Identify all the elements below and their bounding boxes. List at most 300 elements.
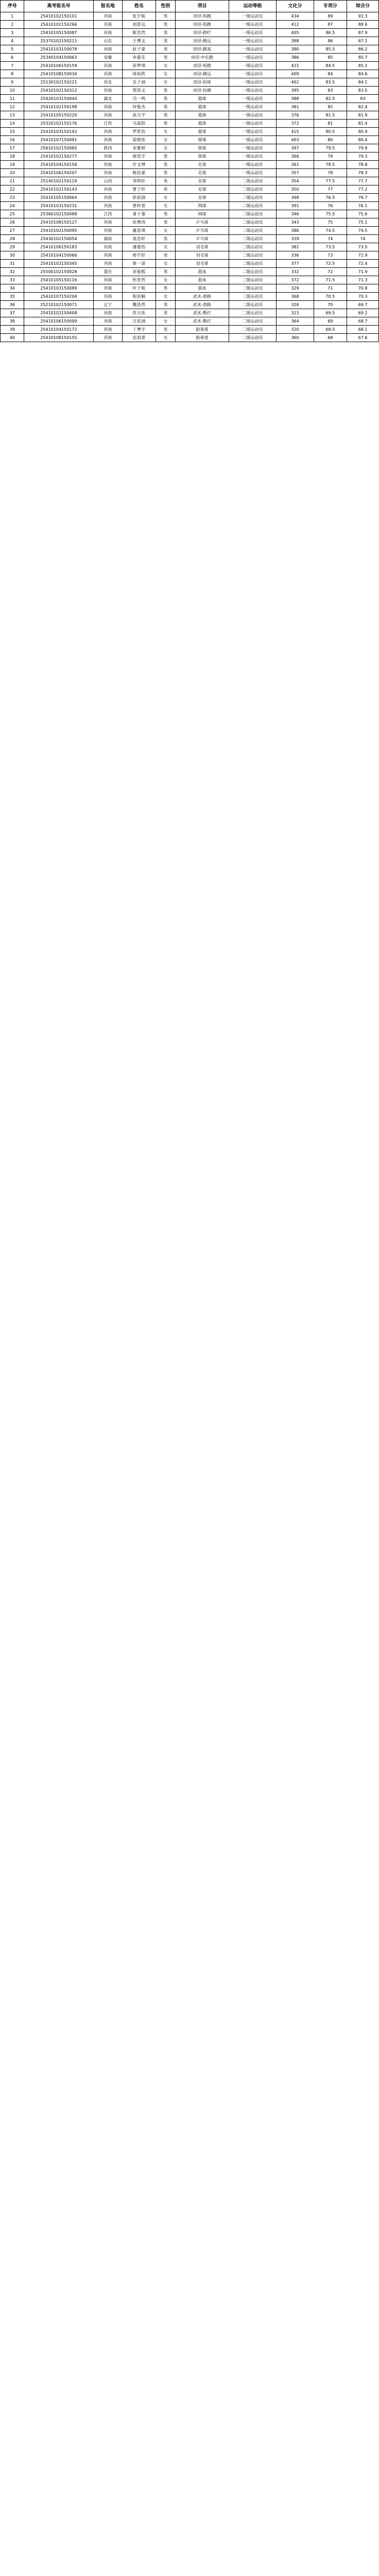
special-score-cell: 83 [314,87,347,95]
special-score-cell: 84 [314,70,347,78]
event-cell: 跆拳道 [176,326,229,334]
level-cell: 一级运动员 [229,87,277,95]
gender-cell: 男 [156,37,176,45]
event-cell: 田径-短跑 [176,12,229,21]
event-cell: 田径-跨栏 [176,29,229,37]
total-score-cell: 72.4 [347,260,379,268]
special-score-cell: 68.5 [314,326,347,334]
level-cell: 一级运动员 [229,111,277,120]
total-score-cell: 74.5 [347,227,379,235]
table-body [1,12,379,342]
event-cell: 武术-套路 [176,293,229,301]
table-row [1,103,379,111]
total-score-cell: 81.9 [347,111,379,120]
level-cell: 一级运动员 [229,95,277,103]
culture-score-cell: 360 [277,334,314,342]
table-row [1,210,379,218]
seq-cell: 36 [1,301,24,309]
name-cell: 赵子豪 [123,45,156,54]
seq-cell: 19 [1,161,24,169]
culture-score-cell: 381 [277,103,314,111]
culture-score-cell: 368 [277,293,314,301]
event-cell: 羽毛球 [176,243,229,251]
event-cell: 篮球 [176,120,229,128]
total-score-cell: 84.1 [347,78,379,87]
culture-score-cell: 339 [277,235,314,243]
total-score-cell: 76.1 [347,202,379,210]
name-cell: 周雨欣 [123,70,156,78]
seq-cell: 26 [1,218,24,227]
regno-cell: 25410102150266 [24,21,93,29]
event-cell: 田径-跳高 [176,45,229,54]
total-score-cell: 88.6 [347,21,379,29]
name-cell: 高天宇 [123,111,156,120]
special-score-cell: 86.5 [314,29,347,37]
event-cell: 田径-中长跑 [176,54,229,62]
seq-cell: 29 [1,243,24,251]
total-score-cell: 83.5 [347,87,379,95]
gender-cell: 女 [156,78,176,87]
seq-cell: 8 [1,70,24,78]
total-score-cell: 82.4 [347,103,379,111]
total-score-cell: 78.3 [347,169,379,177]
region-cell: 河南 [93,70,123,78]
level-cell: 一级运动员 [229,78,277,87]
gender-cell: 女 [156,293,176,301]
seq-cell: 11 [1,95,24,103]
regno-cell: 25500102150028 [24,268,93,276]
name-cell: 曾梓萱 [123,202,156,210]
event-cell: 田径-铅球 [176,78,229,87]
regno-cell: 25410102150143 [24,185,93,194]
level-cell: 一级运动员 [229,21,277,29]
special-score-cell: 85.5 [314,45,347,54]
seq-cell: 18 [1,152,24,161]
seq-cell: 30 [1,251,24,260]
special-score-cell: 69.5 [314,309,347,317]
table-row [1,62,379,70]
gender-cell: 女 [156,62,176,70]
seq-cell: 16 [1,136,24,144]
regno-cell: 25410107150204 [24,293,93,301]
regno-cell: 25610102150065 [24,144,93,152]
region-cell: 河南 [93,161,123,169]
culture-score-cell: 326 [277,301,314,309]
regno-cell: 25320102150176 [24,120,93,128]
table-row [1,185,379,194]
name-cell: 曹子轩 [123,185,156,194]
special-score-cell: 77.5 [314,177,347,185]
level-cell: 二级运动员 [229,260,277,268]
special-score-cell: 73.5 [314,243,347,251]
culture-score-cell: 372 [277,120,314,128]
event-cell: 足球 [176,177,229,185]
table-row [1,235,379,243]
gender-cell: 男 [156,301,176,309]
gender-cell: 男 [156,120,176,128]
name-cell: 杜欣然 [123,276,156,284]
total-score-cell: 70.8 [347,284,379,293]
regno-cell: 25410102150408 [24,309,93,317]
special-score-cell: 79 [314,152,347,161]
region-cell: 安徽 [93,54,123,62]
gender-cell: 男 [156,218,176,227]
level-cell: 二级运动员 [229,268,277,276]
table-row [1,136,379,144]
regno-cell: 25410108150127 [24,218,93,227]
regno-cell: 25410106150207 [24,169,93,177]
table-row [1,87,379,95]
total-score-cell: 80.4 [347,136,379,144]
regno-cell: 25410103150089 [24,284,93,293]
region-cell: 河南 [93,309,123,317]
name-cell: 刘思远 [123,21,156,29]
seq-cell: 25 [1,210,24,218]
special-score-cell: 74.5 [314,227,347,235]
gender-cell: 女 [156,136,176,144]
regno-cell: 25410106150159 [24,62,93,70]
name-cell: 叶子航 [123,284,156,293]
event-cell: 羽毛球 [176,260,229,268]
special-score-cell: 80 [314,136,347,144]
table-row [1,317,379,326]
culture-score-cell: 421 [277,62,314,70]
region-cell: 河南 [93,260,123,268]
gender-cell: 男 [156,161,176,169]
event-cell: 游泳 [176,276,229,284]
regno-cell: 25410102150101 [24,12,93,21]
regno-cell: 25410103150231 [24,202,93,210]
event-cell: 足球 [176,185,229,194]
culture-score-cell: 398 [277,194,314,202]
special-score-cell: 85 [314,54,347,62]
total-score-cell: 80.9 [347,128,379,136]
region-cell: 河北 [93,78,123,87]
gender-cell: 女 [156,276,176,284]
regno-cell: 25130102150221 [24,78,93,87]
region-cell: 山东 [93,37,123,45]
special-score-cell: 72.5 [314,260,347,268]
seq-cell: 12 [1,103,24,111]
seq-cell: 1 [1,12,24,21]
special-score-cell: 81.5 [314,111,347,120]
seq-cell: 27 [1,227,24,235]
gender-cell: 女 [156,317,176,326]
culture-score-cell: 386 [277,227,314,235]
regno-cell: 25410106150099 [24,317,93,326]
level-cell: 二级运动员 [229,210,277,218]
region-cell: 河南 [93,152,123,161]
regno-cell: 25340104150063 [24,54,93,62]
name-cell: 张宇航 [123,12,156,21]
region-cell: 河南 [93,128,123,136]
name-cell: 许文博 [123,161,156,169]
gender-cell: 男 [156,29,176,37]
gender-cell: 男 [156,111,176,120]
seq-cell: 9 [1,78,24,87]
special-score-cell: 68 [314,334,347,342]
seq-cell: 39 [1,326,24,334]
event-cell: 游泳 [176,284,229,293]
culture-score-cell: 320 [277,326,314,334]
seq-cell: 31 [1,260,24,268]
table-row [1,251,379,260]
gender-cell: 男 [156,169,176,177]
region-cell: 江苏 [93,120,123,128]
name-cell: 蔡一诺 [123,260,156,268]
seq-cell: 5 [1,45,24,54]
regno-cell: 25410102150345 [24,260,93,268]
name-cell: 王博文 [123,37,156,45]
culture-score-cell: 388 [277,95,314,103]
total-score-cell: 79.3 [347,152,379,161]
total-score-cell: 81.4 [347,120,379,128]
name-cell: 蒋宇轩 [123,251,156,260]
level-cell: 二级运动员 [229,251,277,260]
table-row [1,120,379,128]
total-score-cell: 87.9 [347,29,379,37]
regno-cell: 25410104150066 [24,251,93,260]
regno-cell: 25410105150064 [24,194,93,202]
col-culture-score-header: 文化分 [277,1,314,12]
region-cell: 河南 [93,12,123,21]
culture-score-cell: 397 [277,144,314,152]
special-score-cell: 70.5 [314,293,347,301]
gender-cell: 男 [156,185,176,194]
seq-cell: 23 [1,194,24,202]
level-cell: 一级运动员 [229,54,277,62]
event-cell: 乒乓球 [176,235,229,243]
total-score-cell: 75.6 [347,210,379,218]
region-cell: 河南 [93,45,123,54]
seq-cell: 14 [1,120,24,128]
seq-cell: 38 [1,317,24,326]
table-row [1,152,379,161]
name-cell: 董思琪 [123,227,156,235]
culture-score-cell: 390 [277,45,314,54]
name-cell: 萧子墨 [123,210,156,218]
region-cell: 河南 [93,62,123,70]
region-cell: 河南 [93,317,123,326]
seq-cell: 3 [1,29,24,37]
total-score-cell: 71.9 [347,268,379,276]
culture-score-cell: 386 [277,54,314,62]
level-cell: 一级运动员 [229,37,277,45]
col-event-header: 项目 [176,1,229,12]
special-score-cell: 78 [314,169,347,177]
seq-cell: 20 [1,169,24,177]
event-cell: 足球 [176,161,229,169]
culture-score-cell: 412 [277,21,314,29]
gender-cell: 男 [156,95,176,103]
culture-score-cell: 403 [277,136,314,144]
table-row [1,301,379,309]
regno-cell: 25410103150078 [24,45,93,54]
level-cell: 二级运动员 [229,185,277,194]
regno-cell: 25430102150054 [24,235,93,243]
regno-cell: 25410102150198 [24,103,93,111]
regno-cell: 25420103150044 [24,95,93,103]
region-cell: 河南 [93,251,123,260]
event-cell: 田径-短跑 [176,21,229,29]
event-cell: 篮球 [176,111,229,120]
seq-cell: 13 [1,111,24,120]
level-cell: 二级运动员 [229,202,277,210]
culture-score-cell: 361 [277,161,314,169]
event-cell: 排球 [176,152,229,161]
culture-score-cell: 402 [277,78,314,87]
level-cell: 二级运动员 [229,317,277,326]
regno-cell: 25410102150277 [24,152,93,161]
name-cell: 田博涛 [123,218,156,227]
regno-cell: 25410104150172 [24,326,93,334]
level-cell: 二级运动员 [229,284,277,293]
total-score-cell: 68.1 [347,326,379,334]
table-row [1,326,379,334]
culture-score-cell: 415 [277,128,314,136]
region-cell: 河南 [93,136,123,144]
table-row [1,218,379,227]
table-row [1,268,379,276]
gender-cell: 男 [156,103,176,111]
culture-score-cell: 323 [277,309,314,317]
name-cell: 郑凯文 [123,87,156,95]
seq-cell: 37 [1,309,24,317]
region-cell: 山西 [93,177,123,185]
regno-cell: 25410108150034 [24,70,93,78]
level-cell: 一级运动员 [229,136,277,144]
seq-cell: 6 [1,54,24,62]
event-cell: 田径-跳远 [176,37,229,45]
region-cell: 重庆 [93,268,123,276]
special-score-cell: 78.5 [314,161,347,169]
seq-cell: 28 [1,235,24,243]
name-cell: 丁博宇 [123,326,156,334]
special-score-cell: 71 [314,284,347,293]
seq-cell: 7 [1,62,24,70]
culture-score-cell: 405 [277,29,314,37]
special-score-cell: 83.5 [314,78,347,87]
gender-cell: 男 [156,268,176,276]
name-cell: 邓明轩 [123,177,156,185]
total-score-cell: 86.2 [347,45,379,54]
total-score-cell: 73.5 [347,243,379,251]
total-score-cell: 68.7 [347,317,379,326]
special-score-cell: 75 [314,218,347,227]
special-score-cell: 87 [314,21,347,29]
level-cell: 二级运动员 [229,334,277,342]
culture-score-cell: 395 [277,87,314,95]
regno-cell: 25410105150116 [24,276,93,284]
event-cell: 篮球 [176,103,229,111]
table-row [1,161,379,169]
gender-cell: 女 [156,128,176,136]
seq-cell: 34 [1,284,24,293]
region-cell: 河南 [93,293,123,301]
regno-cell: 25410105150220 [24,111,93,120]
level-cell: 二级运动员 [229,218,277,227]
regno-cell: 25410106150183 [24,243,93,251]
level-cell: 一级运动员 [229,144,277,152]
special-score-cell: 84.5 [314,62,347,70]
region-cell: 河南 [93,202,123,210]
level-cell: 二级运动员 [229,326,277,334]
regno-cell: 25410104150158 [24,161,93,169]
special-score-cell: 76 [314,202,347,210]
total-score-cell: 70.3 [347,293,379,301]
event-cell: 田径-跳远 [176,70,229,78]
roster-table [0,0,379,342]
region-cell: 河南 [93,326,123,334]
col-regno-header: 高考报名号 [24,1,93,12]
table-row [1,169,379,177]
name-cell: 袁浩轩 [123,235,156,243]
name-cell: 马晨阳 [123,120,156,128]
event-cell: 网球 [176,202,229,210]
event-cell: 田径-投掷 [176,87,229,95]
gender-cell: 男 [156,152,176,161]
regno-cell: 25360102150088 [24,210,93,218]
level-cell: 二级运动员 [229,227,277,235]
culture-score-cell: 350 [277,185,314,194]
seq-cell: 21 [1,177,24,185]
table-row [1,144,379,152]
gender-cell: 男 [156,309,176,317]
regno-cell: 25370102150211 [24,37,93,45]
special-score-cell: 70 [314,301,347,309]
total-score-cell: 74 [347,235,379,243]
special-score-cell: 75.5 [314,210,347,218]
table-row [1,54,379,62]
seq-cell: 35 [1,293,24,301]
region-cell: 辽宁 [93,301,123,309]
col-gender-header: 性别 [156,1,176,12]
name-cell: 梁晓彤 [123,136,156,144]
table-row [1,334,379,342]
name-cell: 冯一鸣 [123,95,156,103]
gender-cell: 女 [156,70,176,78]
region-cell: 河南 [93,334,123,342]
region-cell: 河南 [93,243,123,251]
region-cell: 河南 [93,169,123,177]
col-total-score-header: 综合分 [347,1,379,12]
event-cell: 排球 [176,136,229,144]
name-cell: 程雨桐 [123,293,156,301]
table-row [1,21,379,29]
total-score-cell: 85.2 [347,62,379,70]
culture-score-cell: 398 [277,37,314,45]
table-row [1,78,379,87]
event-cell: 足球 [176,169,229,177]
level-cell: 一级运动员 [229,45,277,54]
gender-cell: 男 [156,12,176,21]
table-row [1,194,379,202]
seq-cell: 22 [1,185,24,194]
special-score-cell: 80.5 [314,128,347,136]
gender-cell: 男 [156,87,176,95]
culture-score-cell: 357 [277,169,314,177]
seq-cell: 17 [1,144,24,152]
table-row [1,111,379,120]
event-cell: 篮球 [176,128,229,136]
regno-cell: 25410107150091 [24,136,93,144]
name-cell: 韩佳豪 [123,169,156,177]
culture-score-cell: 336 [277,251,314,260]
total-score-cell: 79.8 [347,144,379,152]
gender-cell: 女 [156,227,176,235]
level-cell: 一级运动员 [229,120,277,128]
regno-cell: 25410103150142 [24,128,93,136]
